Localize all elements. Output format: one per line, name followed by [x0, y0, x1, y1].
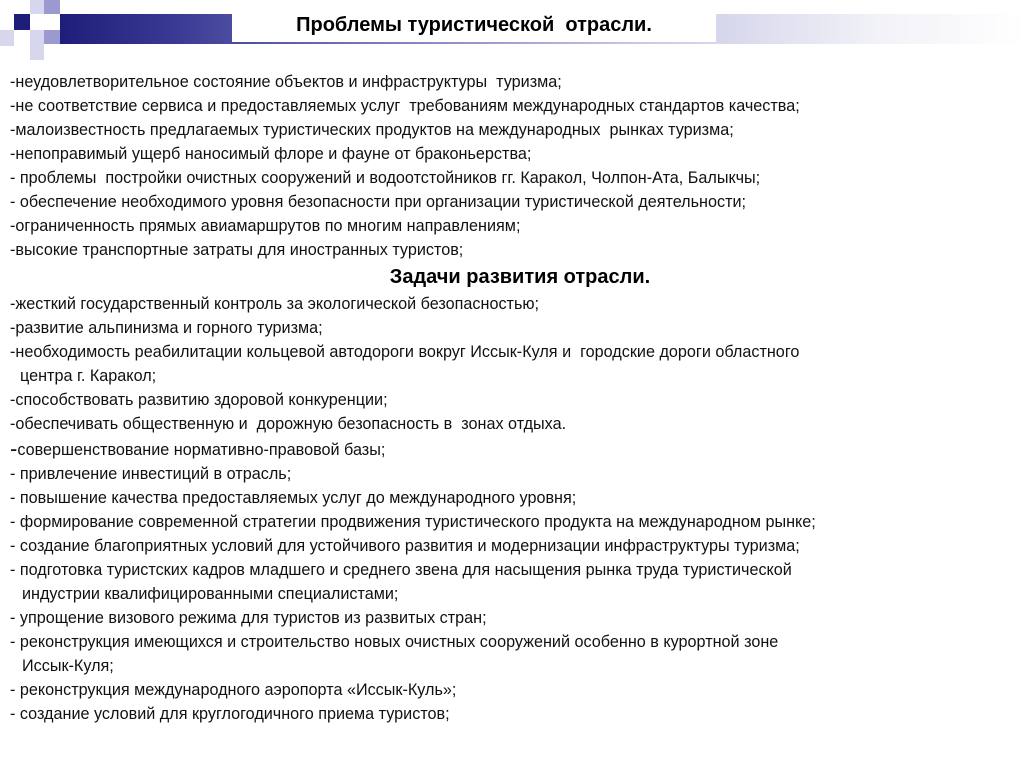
decor-square-light	[0, 30, 14, 46]
problem-item: -не соответствие сервиса и предоставляемых услуг требованиям международных стандартов качества;	[10, 97, 800, 115]
decor-square-mid	[44, 30, 60, 44]
title-box	[232, 8, 716, 42]
task-item-continuation: Иссык-Куля;	[22, 657, 114, 675]
problem-item: -непоправимый ущерб наносимый флоре и фауне от браконьерства;	[10, 145, 532, 163]
task-item: - создание благоприятных условий для устойчивого развития и модернизации инфраструктуры туризма;	[10, 537, 800, 555]
problem-item: - обеспечение необходимого уровня безопасности при организации туристической деятельности;	[10, 193, 747, 211]
task-item: - упрощение визового режима для туристов из развитых стран;	[10, 609, 487, 627]
problem-item: - проблемы постройки очистных сооружений и водоотстойников гг. Каракол, Чолпон-Ата, Балыкчы;	[10, 169, 761, 187]
task-item: -обеспечивать общественную и дорожную безопасность в зонах отдыха.	[10, 415, 567, 433]
decor-square-navy	[14, 14, 30, 30]
decor-square-light	[30, 30, 44, 46]
task-item: - реконструкция имеющихся и строительство новых очистных сооружений особенно в курортной зоне	[10, 633, 779, 651]
task-item: - подготовка туристских кадров младшего и среднего звена для насыщения рынка труда туристической	[10, 561, 792, 579]
task-item: - привлечение инвестиций в отрасль;	[10, 465, 292, 483]
task-item-continuation: индустрии квалифицированными специалистами;	[22, 585, 399, 603]
task-item: -развитие альпинизма и горного туризма;	[10, 319, 323, 337]
problem-item: -неудовлетворительное состояние объектов и инфраструктуры туризма;	[10, 73, 562, 91]
task-item: - реконструкция международного аэропорта «Иссык-Куль»;	[10, 681, 457, 699]
task-item: - формирование современной стратегии продвижения туристического продукта на международном рынке;	[10, 513, 816, 531]
task-item: - создание условий для круглогодичного приема туристов;	[10, 705, 450, 723]
problem-item: -высокие транспортные затраты для иностранных туристов;	[10, 241, 464, 259]
task-item: -жесткий государственный контроль за экологической безопасностью;	[10, 295, 540, 313]
task-item: -необходимость реабилитации кольцевой автодороги вокруг Иссык-Куля и городские дороги областного	[10, 343, 800, 361]
decor-square-light	[30, 46, 44, 60]
task-item-continuation: центра г. Каракол;	[20, 367, 157, 385]
decor-square-mid	[44, 0, 60, 14]
task-item: - повышение качества предоставляемых услуг до международного уровня;	[10, 489, 577, 507]
content	[10, 70, 1020, 726]
problem-item: -ограниченность прямых авиамаршрутов по многим направлениям;	[10, 217, 521, 235]
task-item	[10, 436, 1020, 462]
task-item: -способствовать развитию здоровой конкуренции;	[10, 391, 388, 409]
problem-item: -малоизвестность предлагаемых туристических продуктов на международных рынках туризма;	[10, 121, 734, 139]
task-item-text: совершенствование нормативно-правовой базы;	[17, 441, 386, 459]
section-heading-tasks: Задачи развития отрасли.	[389, 266, 651, 288]
list-dash: -	[10, 436, 18, 461]
page-title: Проблемы туристической отрасли.	[296, 13, 652, 36]
